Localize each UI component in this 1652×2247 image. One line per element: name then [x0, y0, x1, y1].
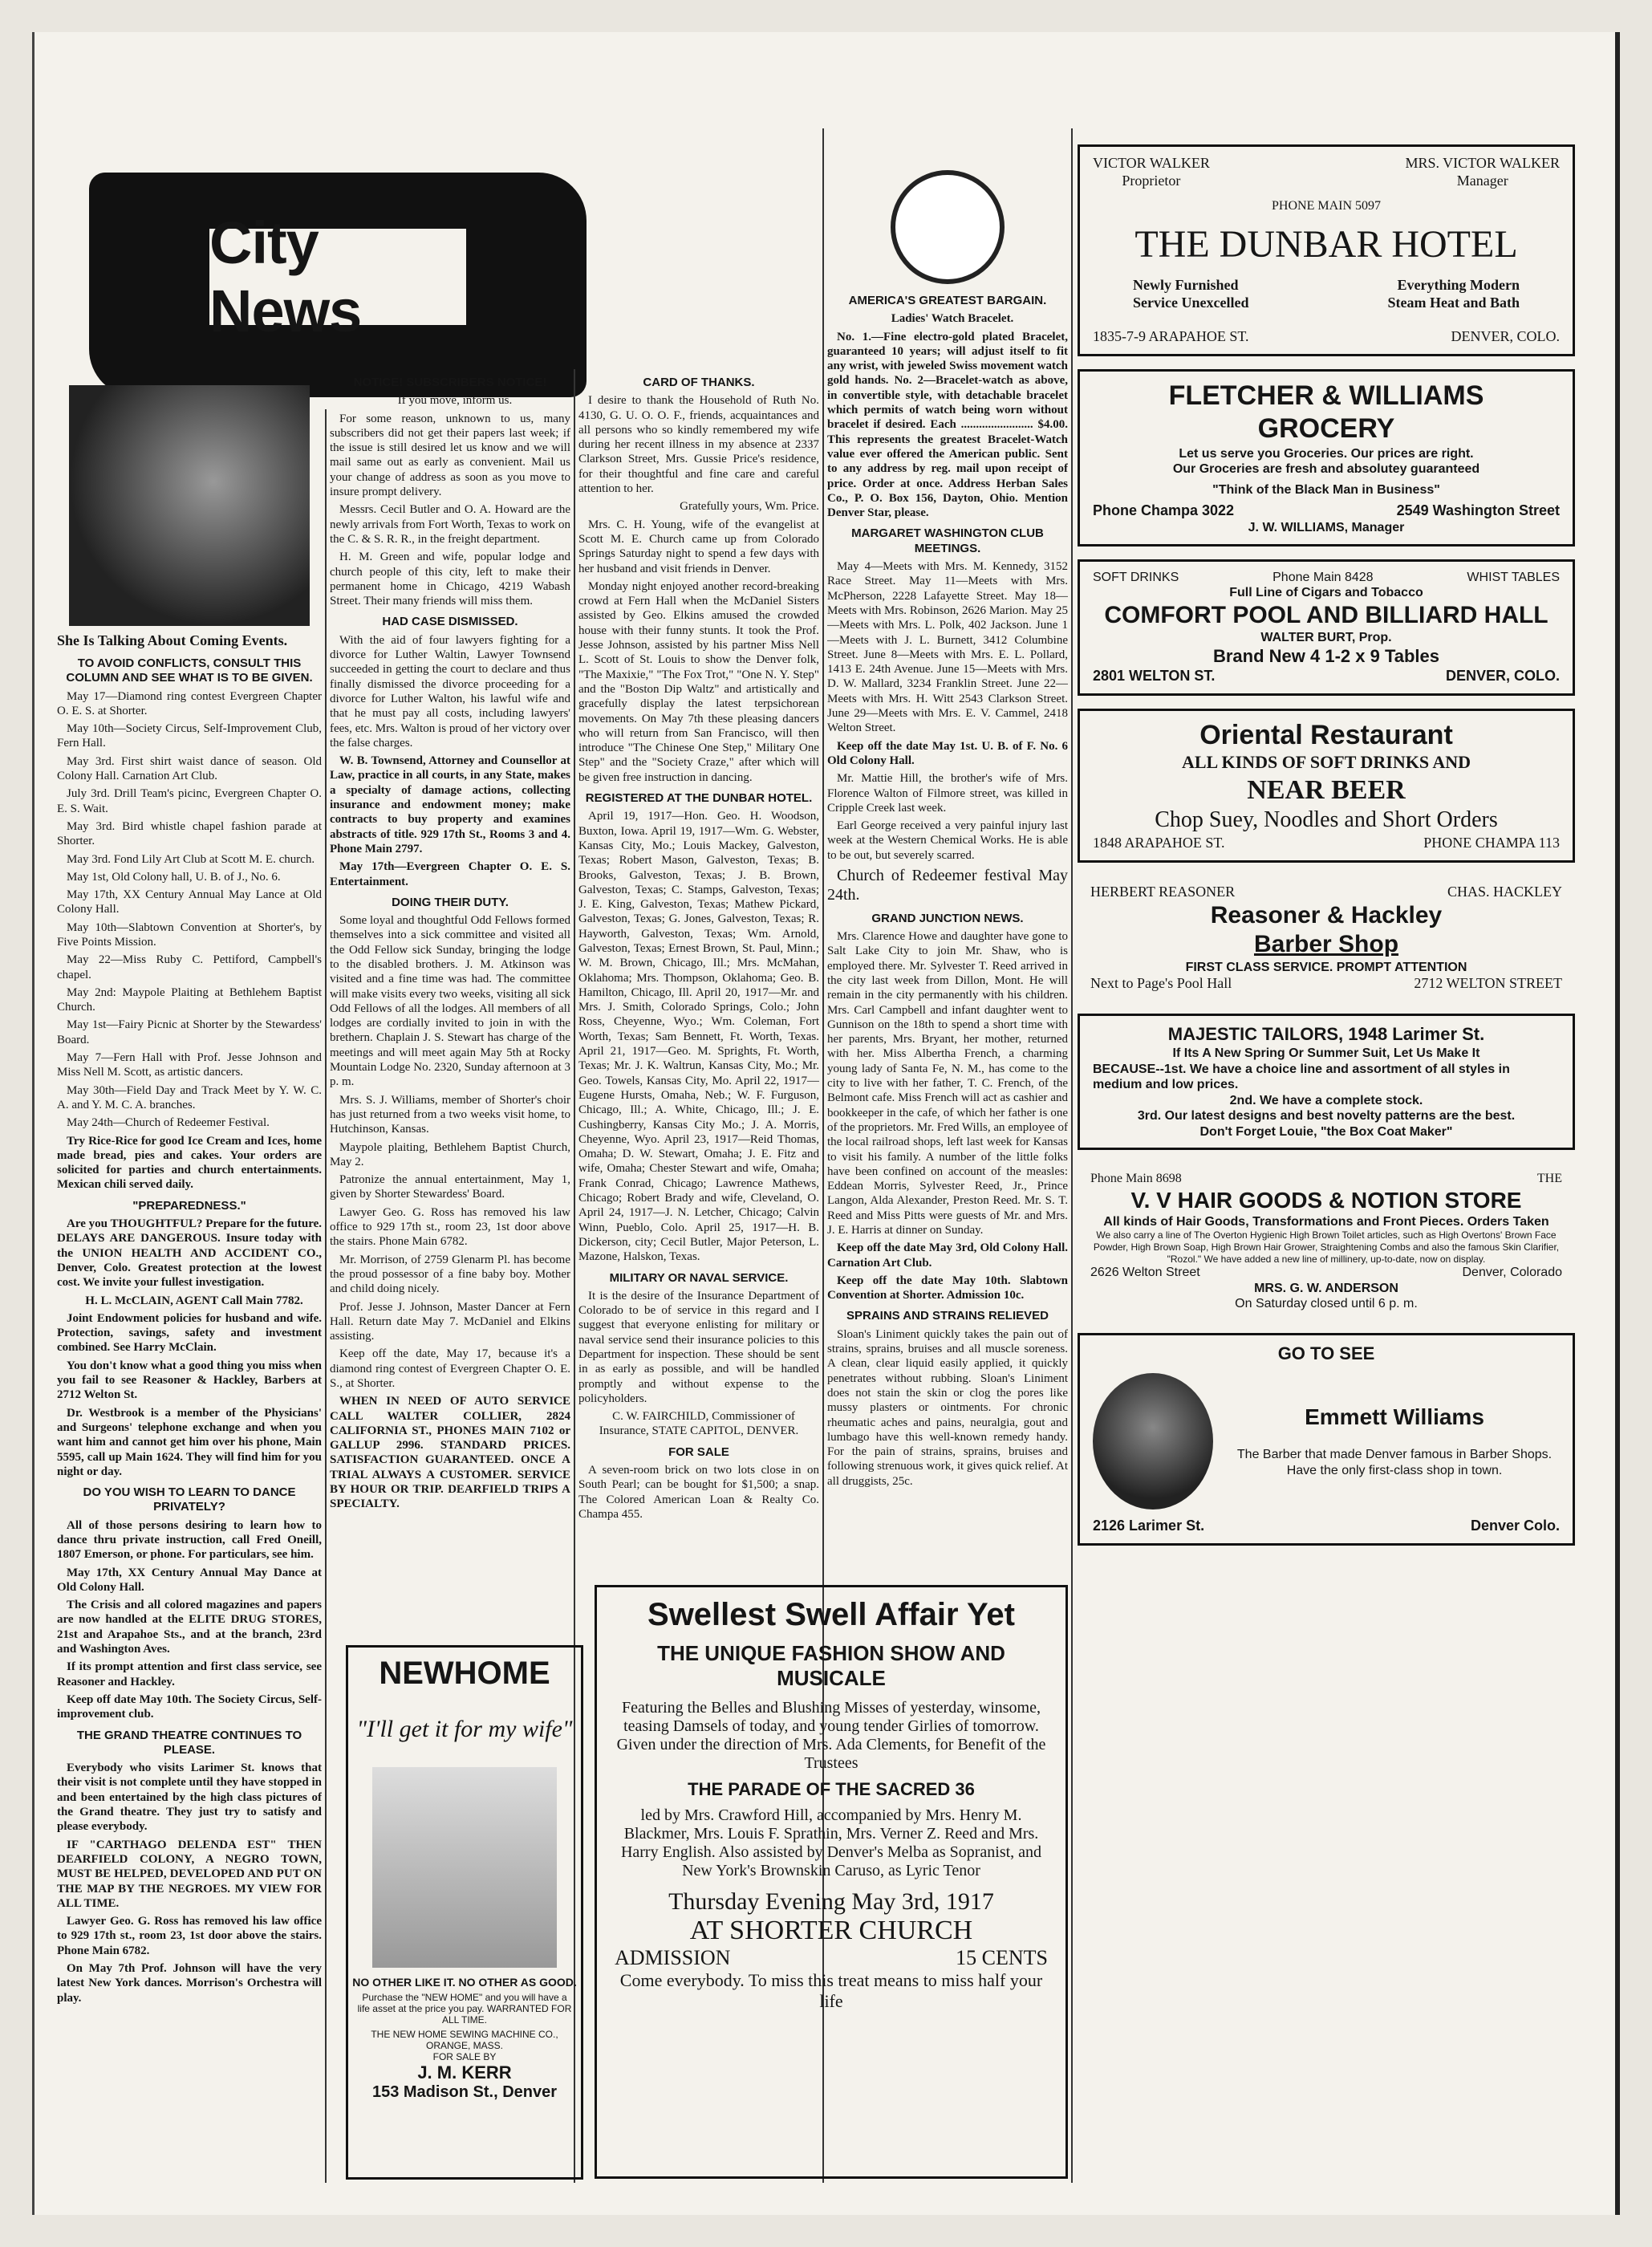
event-item: May 1st—Fairy Picnic at Shorter by the Stewardess' Board. [57, 1018, 322, 1046]
article-text: Earl George received a very painful injury last week at the Western Chemical Works. He is able to be out, but severely scarred. [827, 819, 1068, 862]
grocery-quote: "Think of the Black Man in Business" [1212, 482, 1440, 497]
hair-owner: MRS. G. W. ANDERSON [1254, 1281, 1398, 1295]
restaurant-address: 1848 ARAPAHOE ST. [1093, 834, 1225, 851]
newhome-maker: THE NEW HOME SEWING MACHINE CO., ORANGE, MASS. [371, 2029, 558, 2051]
hair-address: 2626 Welton Street [1090, 1266, 1200, 1280]
column-card-of-thanks [578, 369, 819, 1525]
article-text: Joint Endowment policies for husband and wife. Protection, savings, safety and investment combined. See Harry McClain. [57, 1311, 322, 1355]
grocery-line: Our Groceries are fresh and absolutey guaranteed [1172, 462, 1480, 477]
article-text: A seven-room brick on two lots close in on South Pearl; can be bought for $1,500; a snap. The Colored American Loan & Realty Co. Champa 455. [578, 1464, 819, 1521]
card-title: CARD OF THANKS. [643, 376, 755, 389]
proprietor-role: Proprietor [1122, 172, 1181, 189]
pool-top: SOFT DRINKS [1093, 570, 1179, 584]
ice-cream-ad: Try Rice-Rice for good Ice Cream and Ices, home made bread, pies and cakes. Your orders are solicited for parties and church entertainments. Mexican chili served daily. [57, 1134, 322, 1192]
event-item: May 10th—Society Circus, Self-Improvement Club, Fern Hall. [57, 722, 322, 750]
comfort-pool-ad [1078, 559, 1575, 696]
emmett-city: Denver Colo. [1470, 1517, 1560, 1534]
swell-title: Swellest Swell Affair Yet [647, 1597, 1015, 1632]
tailor-line: Don't Forget Louie, "the Box Coat Maker" [1199, 1124, 1453, 1139]
article-text: Keep off date May 10th. The Society Circus, Self-improvement club. [57, 1692, 322, 1721]
tailor-line: 3rd. Our latest designs and best novelty patterns are the best. [1137, 1109, 1516, 1124]
military-sign: C. W. FAIRCHILD, Commissioner of Insurance, STATE CAPITOL, DENVER. [599, 1410, 799, 1438]
swell-come: Come everybody. To miss this treat means to miss half your life [619, 1970, 1043, 2011]
grocery-name: FLETCHER & WILLIAMS [1168, 380, 1484, 411]
tailor-name: MAJESTIC TAILORS, 1948 Larimer St. [1167, 1024, 1485, 1045]
hotel-feature: Newly Furnished [1133, 276, 1239, 293]
article-text: The Crisis and all colored magazines and papers are now handled at the ELITE DRUG STORES, 21st and Arapahoe Sts., and at the branch, 23rd and Washington Aves. [57, 1599, 322, 1656]
article-text: Keep off the date May 1st. U. B. of F. No. 6 Old Colony Hall. [827, 739, 1068, 767]
case-title: HAD CASE DISMISSED. [382, 615, 518, 629]
newhome-address: 153 Madison St., Denver [371, 2083, 558, 2101]
article-text: Mrs. C. H. Young, wife of the evangelist at Scott M. E. Church came up from Colorado Springs Saturday night to spend a few days with her husband and visit friends in Denver. [578, 518, 819, 575]
tailor-line: 2nd. We have a complete stock. [1229, 1093, 1423, 1107]
collier-ad: WHEN IN NEED OF AUTO SERVICE CALL WALTER COLLIER, 2824 CALIFORNIA ST., PHONES MAIN 7102 or GALLUP 2996. STANDARD PRICES. SATISFACTION GUARANTEED. ONCE A TRIAL ALWAYS A CUSTOMER. SERVICE BY HOUR OR TRIP. DEARFIELD TRIPS A SPECIALTY. [330, 1395, 570, 1511]
swell-place: AT SHORTER CHURCH [689, 1916, 973, 1945]
event-item: May 3rd. Bird whistle chapel fashion parade at Shorter. [57, 819, 322, 848]
dance-lesson-title: DO YOU WISH TO LEARN TO DANCE PRIVATELY? [83, 1485, 296, 1514]
article-text: On May 7th Prof. Johnson will have the very latest New York dances. Morrison's Orchestra will play. [57, 1962, 322, 2005]
event-item: May 1st, Old Colony hall, U. B. of J., No. 6. [67, 870, 281, 884]
emmett-address: 2126 Larimer St. [1093, 1517, 1205, 1534]
military-title: MILITARY OR NAVAL SERVICE. [609, 1270, 789, 1285]
article-text: I desire to thank the Household of Ruth No. 4130, G. U. O. O. F., friends, acquaintances and all persons who so kindly remembered my wife during her recent illness in my absence at 2337 Clarkson Street, Mrs. Gussie Price's residence, for their thoughtful and fine care and careful attention to her. [578, 394, 819, 496]
article-text: April 19, 1917—Hon. Geo. H. Woodson, Buxton, Iowa. April 19, 1917—Wm. G. Webster, Kansas City, Mo.; Louis Mackey, Galveston, Texas; Robert Mason, Galveston, Texas; B. Brooks, Galveston, Texas; J. B. Brown, Galveston, Texas; C. Stamps, Galveston, Texas; J. E. King, Galveston, Texas; Mathew Pickard, Galveston, Texas; G. Jones, Galveston, Texas; R. Hayworth, Galveston, Texas; Wm. Arnold, Galveston, Texas; Ernest Brown, St. Paul, Minn.; W. M. Brown, Chicago, Ill.; Mrs. McMahan, Oklahoma; Mrs. Thompson, Oklahoma; Geo. B. Hamilton, Chicago, Ill. April 20, 1917—Mr. and Mrs. J. Smith, Colorado Springs, Colo.; John Ross, Cheyenne, Wyo.; Wm. Coleman, Fort Worth, Texas; Sam Bennett, Ft. Worth, Texas. April 21, 1917—Geo. M. Sprights, Ft. Worth, Texas; Mr. J. K. Waltrun, Kansas City, Mo.; Mr. Geo. Towels, Kansas City, Mo. April 22, 1917—Eugene Hursts, Omaha, Neb.; W. F. Furguson, Chicago, Ill.; A. White, Chicago, Ill.; J. E. Cushingberry, Kansas City Mo.; J. A. Morris, Cheyenne, Wyo. April 23, 1917—Reid Thomas, Omaha; D. W. Stewart, Omaha; J. E. Fitz and wife, Omaha; Chester Stewart and wife, Omaha; Frank Conrad, Chicago; Lawrence Mathews, Chicago; Robert Brady and wife, Cleveland, O. April 24, 1917—J. N. Letcher, Chicago; Calvin Winn, Pueblo, Colo. April 25, 1917—H. B. Dickerson, city; Cecil Butler, Major Peterson, L. Mazone, Halskon, Texas. [578, 810, 819, 1264]
watch-title: AMERICA'S GREATEST BARGAIN. [848, 294, 1047, 307]
watch-sub: Ladies' Watch Bracelet. [891, 312, 1014, 326]
article-text: May 4—Meets with Mrs. M. Kennedy, 3152 Race Street. May 11—Meets with Mrs. McPherson, 2228 Lafayette Street. May 18—Meets with Mrs. Robinson, 2626 Marion. May 25—Meets with Mrs. L. Polk, 402 Jackson. June 1—Meets with J. L. Burnett, 3412 Columbine Street. June 8—Meets with Mrs. E. L. Pollard, 1413 E. 24th Avenue. June 15—Meets with Mrs. D. W. Mallard, 3234 Franklin Street. June 22—Meets with Mrs. H. Witt 2543 Clarkson Street. June 29—Meets with Mrs. E. V. Cammel, 2418 Welton Street. [827, 560, 1068, 735]
emmett-name: Emmett Williams [1305, 1404, 1484, 1429]
agent-line: H. L. McCLAIN, AGENT Call Main 7782. [85, 1294, 303, 1307]
article-text: Keep off the date, May 17, because it's a diamond ring contest of Evergreen Chapter O. E. S., at Shorter. [330, 1347, 570, 1390]
hair-the: THE [1536, 1172, 1562, 1186]
watch-illustration [891, 170, 1005, 284]
article-text: Keep off the date May 10th. Slabtown Convention at Shorter. Admission 10c. [827, 1274, 1068, 1302]
restaurant-line: NEAR BEER [1247, 775, 1406, 805]
swell-affair-ad [595, 1585, 1068, 2179]
grocery-manager: J. W. WILLIAMS, Manager [1248, 521, 1405, 535]
newhome-desc: Purchase the "NEW HOME" and you will have a life asset at the price you pay. WARRANTED FOR ALL TIME. [357, 1992, 572, 2026]
townsend-ad: W. B. Townsend, Attorney and Counsellor at Law, practice in all courts, in any State, makes a specialty of damage actions, collecting insurance and endowment money; make contracts to buy property and examines abstracts of title. 929 17th St., Rooms 3 and 4. Phone Main 2797. [330, 754, 570, 855]
swell-admission: ADMISSION [615, 1946, 731, 1969]
duty-title: DOING THEIR DUTY. [392, 895, 509, 909]
event-item: May 2nd: Maypole Plaiting at Bethlehem Baptist Church. [57, 985, 322, 1014]
pool-prop: WALTER BURT, Prop. [1260, 631, 1392, 645]
fletcher-williams-ad [1078, 369, 1575, 547]
column-watch-club [827, 160, 1068, 1525]
newspaper-page [32, 32, 1620, 2215]
hair-name: V. V HAIR GOODS & NOTION STORE [1130, 1187, 1522, 1213]
pool-top: WHIST TABLES [1467, 570, 1560, 584]
dearfield-notice: IF "CARTHAGO DELENDA EST" THEN DEARFIELD COLONY, A NEGRO TOWN, MUST BE HELPED, DEVELOPED AND PUT ON THE MAP BY THE NEGROES. MY VIEW FOR ALL TIME. [57, 1838, 322, 1910]
emmett-williams-ad [1078, 1333, 1575, 1546]
emmett-desc: The Barber that made Denver famous in Barber Shops. Have the only first-class shop in town. [1236, 1448, 1553, 1477]
pool-name: COMFORT POOL AND BILLIARD HALL [1104, 601, 1548, 628]
article-text: Keep off the date May 3rd, Old Colony Hall. Carnation Art Club. [827, 1241, 1068, 1270]
swell-led: led by Mrs. Crawford Hill, accompanied by Mrs. Henry M. Blackmer, Mrs. Louis F. Sprathin, Mrs. Verner Z. Reed and Mrs. Harry English. Also assisted by Denver's Melba as Sopranist, and New York's Brownskin Caruso, as Lyric Tenor [620, 1806, 1042, 1879]
event-item: May 10th—Slabtown Convention at Shorter's, by Five Points Mission. [57, 920, 322, 949]
event-item: May 24th—Church of Redeemer Festival. [67, 1116, 270, 1130]
tailor-line: If Its A New Spring Or Summer Suit, Let Us Make It [1172, 1046, 1480, 1061]
hotel-phone: PHONE MAIN 5097 [1272, 198, 1381, 213]
article-text: May 17th—Evergreen Chapter O. E. S. Entertainment. [330, 860, 570, 888]
pool-phone: Phone Main 8428 [1272, 570, 1374, 584]
pool-city: DENVER, COLO. [1445, 667, 1560, 684]
article-text: Mr. Morrison, of 2759 Glenarm Pl. has become the proud possessor of a fine baby boy. Mother and child doing nicely. [330, 1253, 570, 1296]
proprietor-name: VICTOR WALKER [1093, 155, 1210, 171]
barber-location: Next to Page's Pool Hall [1090, 975, 1232, 992]
newhome-title: NEWHOME [379, 1656, 550, 1691]
swell-sub: THE UNIQUE FASHION SHOW AND MUSICALE [657, 1641, 1005, 1690]
restaurant-line: Chop Suey, Noodles and Short Orders [1155, 807, 1498, 833]
hotel-feature: Steam Heat and Bath [1387, 294, 1520, 311]
newhome-ad [346, 1645, 583, 2180]
event-item: May 22—Miss Ruby C. Pettiford, Campbell's chapel. [57, 953, 322, 981]
pool-address: 2801 WELTON ST. [1093, 667, 1216, 684]
newhome-dealer: J. M. KERR [417, 2062, 512, 2082]
grand-theatre-title: THE GRAND THEATRE CONTINUES TO PLEASE. [76, 1728, 302, 1757]
article-text: Mrs. S. J. Williams, member of Shorter's choir has just returned from a two weeks visit home, to Hutchinson, Kansas. [330, 1093, 570, 1136]
hotel-feature: Everything Modern [1397, 276, 1520, 293]
watch-ad-text: No. 1.—Fine electro-gold plated Bracelet, guaranteed 10 years; will adjust itself to fit any wrist, with jeweled Swiss movement watch gold hands. No. 2—Bracelet-watch as above, in convertible style, with detachable bracelet which permits of watch being worn without bracelet if desired. Each ........................ $4.00. This represents the greatest Bracelet-Watch value ever offered the American public. Sent to any address by reg. mail upon receipt of price. Order at once. Address Herban Sales Co., P. O. Box 156, Dayton, Ohio. Mention Denver Star, please. [827, 330, 1068, 520]
restaurant-line: ALL KINDS OF SOFT DRINKS AND [1181, 752, 1471, 773]
grocery-address: 2549 Washington Street [1396, 502, 1560, 519]
newhome-sale: FOR SALE BY [432, 2051, 497, 2062]
hair-phone: Phone Main 8698 [1090, 1172, 1182, 1186]
article-text: Lawyer Geo. G. Ross has removed his law office to 929 17th st., room 23, 1st door above the stairs. Phone Main 6782. [330, 1205, 570, 1249]
manager-name: MRS. VICTOR WALKER [1405, 155, 1560, 171]
article-text: Some loyal and thoughtful Odd Fellows formed themselves into a sick committee and visited all the Odd Fellow sick Sunday, bringing the lodge to the disabled brothers. J. M. Atkinson was visited and a fine time was had. The committee will make visits every two weeks, visiting all sick Odd Fellows of all the lodges. All members of all lodges are cordially invited to join in with the brethern. Chaplain J. S. Stewart has charge of the meetings and will meet again May 5th at Rocky Mountain Lodge No. 2320, Sunday afternoon at 3 p. m. [330, 914, 570, 1089]
barber-service: FIRST CLASS SERVICE. PROMPT ATTENTION [1185, 960, 1467, 974]
article-text: If its prompt attention and first class service, see Reasoner and Hackley. [57, 1660, 322, 1688]
event-item: July 3rd. Drill Team's picinc, Evergreen Chapter O. E. S. Wait. [57, 787, 322, 815]
article-text: It is the desire of the Insurance Department of Colorado to be of service in this regard and I suggest that everyone enlisting for military or naval service send their insurance policies to this Department for inspection. These should be sent in as early as possible, and will be handled promptly and without expense to the policyholders. [578, 1289, 819, 1405]
dunbar-hotel-ad [1078, 144, 1575, 356]
masthead-ornament [89, 173, 587, 397]
pool-brand: Brand New 4 1-2 x 9 Tables [1212, 645, 1440, 666]
notice-title: NOTICE! SUBSCRIBERS NOTICE! [353, 376, 547, 389]
sewing-machine-illustration [372, 1767, 557, 1968]
hair-hours: On Saturday closed until 6 p. m. [1235, 1297, 1418, 1311]
events-heading: She Is Talking About Coming Events. [57, 632, 288, 648]
events-intro: TO AVOID CONFLICTS, CONSULT THIS COLUMN AND SEE WHAT IS TO BE GIVEN. [66, 656, 313, 685]
newhome-slogan: "I'll get it for my wife" [356, 1716, 573, 1742]
article-text: Lawyer Geo. G. Ross has removed his law office to 929 17th st., room 23, 1st door above the stairs. Phone Main 6782. [57, 1915, 322, 1957]
article-text: For some reason, unknown to us, many subscribers did not get their papers last week; if the issue is still desired let us know and we will mail same out as early as convenient. Mail us your change of address as soon as you move to insure prompt delivery. [330, 412, 570, 499]
article-text: Monday night enjoyed another record-breaking crowd at Fern Hall when the McDaniel Sisters assisted by Geo. Elkins amused the crowded house with their funny stunts. It took the Prof. Jesse Johnson, assisted by his partner Miss Nell L. Scott of St. Louis to show the Denver folk, "The Maxixie," "The Fox Trot," "One N. Y. Step" and the "Boston Dip Waltz" and artistically and gracefully display the latest terpsichorean movements. On May 7th these pleasing dancers who will return from San Francisco, will then introduce "The Chinese One Step," Military One Step" and the "Society Craze," after which will be given free instruction in dancing. [578, 579, 819, 784]
hotel-address: 1835-7-9 ARAPAHOE ST. [1093, 327, 1249, 344]
article-text: Maypole plaiting, Bethlehem Baptist Church, May 2. [330, 1140, 570, 1168]
column-events [57, 377, 322, 2183]
event-item: May 30th—Field Day and Track Meet by Y. W. C. A. and Y. M. C. A. branches. [57, 1083, 322, 1111]
barber-name: Reasoner & Hackley [1210, 901, 1443, 928]
woman-photo [69, 385, 310, 626]
grand-junction-title: GRAND JUNCTION NEWS. [871, 911, 1024, 925]
tailor-line: BECAUSE--1st. We have a choice line and assortment of all styles in medium and low prices. [1093, 1062, 1510, 1092]
card-sign: Gratefully yours, Wm. Price. [680, 500, 819, 514]
masthead-title: City News [209, 229, 466, 325]
emmett-go: GO TO SEE [1277, 1343, 1375, 1363]
hair-line: All kinds of Hair Goods, Transformations and Front Pieces. Orders Taken [1103, 1214, 1549, 1229]
oriental-restaurant-ad [1078, 709, 1575, 863]
article-text: Patronize the annual entertainment, May 1, given by Shorter Stewardess' Board. [330, 1173, 570, 1201]
column-rule [325, 409, 327, 2183]
event-item: May 7—Fern Hall with Prof. Jesse Johnson and Miss Nell M. Scott, as artistic dancers. [57, 1051, 322, 1079]
article-text: Mrs. Clarence Howe and daughter have gone to Salt Lake City to join Mr. Shaw, who is employed there. Mr. Sylvester T. Reed arrived in the city last week from Dillon, Mont. He will remain in the city permanently with his children. Mrs. Carl Campbell and infant daughter went to Gunnison on the 18th to spend a short time with her parents, Mrs. Bryant, her mother, returned with her. Miss Albertha French, a charming young lady of Santa Fe, N. M., has come to the city to live with her father, T. C. French, of the Belmont cafe. Miss French will act as cashier and bookkeeper in the cafe, of which her father is one of the proprietors. Mr. Fred Wills, an employee of the local railroad shops, left last week for Kansas to visit his family. A number of the little folks have been confined on account of the measles: Eddean Morris, Sylvester Reed, Jr., Prince Langon, Alda Alexander, Preston Reed. Mr. S. T. Reed and Miss Pitts were guests of Mr. and Mrs. J. E. Harris at dinner on Sunday. [827, 930, 1068, 1237]
article-text: Sloan's Liniment quickly takes the pain out of strains, sprains, bruises and all muscle soreness. A clean, clear liquid easily applied, it quickly penetrates without rubbing. Sloan's Liniment does not stain the skin or clog the pores like mussy plasters or ointments. For chronic rheumatic aches and pains, neuralgia, gout and lumbago have this well-known remedy handy. For the pain of strains, sprains, bruises and following strenuous work, it gives quick relief. At all druggists, 25c. [827, 1327, 1068, 1488]
article-text: Mr. Mattie Hill, the brother's wife of Mrs. Florence Walton of Filmore street, was killed in Cripple Creek last week. [827, 772, 1068, 815]
swell-desc: Featuring the Belles and Blushing Misses of yesterday, winsome, teasing Damsels of today, and young tender Girlies of tomorrow. Given under the direction of Mrs. Ada Clements, for Benefit of the Trustees [616, 1699, 1046, 1772]
preparedness-title: "PREPAREDNESS." [132, 1198, 246, 1213]
swell-parade: THE PARADE OF THE SACRED 36 [688, 1779, 975, 1799]
majestic-tailors-ad [1078, 1014, 1575, 1150]
event-item: May 17th, XX Century Annual May Lance at Old Colony Hall. [57, 888, 322, 916]
grocery-line: Let us serve you Groceries. Our prices are right. [1179, 446, 1474, 461]
article-text: All of those persons desiring to learn how to dance thru private instruction, call Fred Oneill, 1807 Emerson, or phone. For particulars, see him. [57, 1518, 322, 1562]
article-text: Prof. Jesse J. Johnson, Master Dancer at Fern Hall. Return date May 7. McDaniel and Elkins assisting. [330, 1300, 570, 1343]
sprains-title: SPRAINS AND STRAINS RELIEVED [846, 1309, 1049, 1323]
hotel-name: THE DUNBAR HOTEL [1134, 223, 1518, 266]
column-rule [1071, 128, 1073, 2183]
hair-city: Denver, Colorado [1462, 1266, 1562, 1280]
article-text: With the aid of four lawyers fighting for a divorce for Luther Waltin, Lawyer Townsend succeeded in getting the court to declare and thus finally dismissed the divorce proceeding for a divorce for Luther Walton, his lawful wife and that he must pay all costs, including lawyers' fees, etc. Mrs. Walton is proud of her victory over the false charges. [330, 633, 570, 750]
article-text: You don't know what a good thing you miss when you fail to see Reasoner & Hackley, Barbers at 2712 Welton St. [57, 1359, 322, 1402]
hotel-feature: Service Unexcelled [1133, 294, 1249, 311]
barber-ad [1078, 876, 1575, 1002]
article-text: Church of Redeemer festival May 24th. [827, 866, 1068, 904]
hair-goods-ad [1078, 1163, 1575, 1320]
barber-shop: Barber Shop [1253, 931, 1399, 958]
club-title: MARGARET WASHINGTON CLUB MEETINGS. [851, 526, 1044, 555]
column-ads [1078, 144, 1575, 2183]
manager-role: Manager [1456, 172, 1508, 189]
article-text: H. M. Green and wife, popular lodge and church people of this city, left to make their permanent home in Chicago, 4219 Wabash Street. Their many friends will miss them. [330, 551, 570, 608]
swell-price: 15 CENTS [956, 1946, 1048, 1969]
barber-address: 2712 WELTON STREET [1414, 975, 1562, 992]
hotel-city: DENVER, COLO. [1451, 327, 1560, 344]
barber-partner: HERBERT REASONER [1090, 883, 1236, 900]
preparedness-text: Are you THOUGHTFUL? Prepare for the future. DELAYS ARE DANGEROUS. Insure today with the UNION HEALTH AND ACCIDENT CO., Denver, Colo. Greatest protection at the lowest cost. We invite your fullest investigation. [57, 1217, 322, 1290]
restaurant-name: Oriental Restaurant [1199, 719, 1453, 750]
event-item: May 3rd. Fond Lily Art Club at Scott M. E. church. [67, 852, 315, 866]
grocery-sub: GROCERY [1257, 413, 1395, 445]
event-item: May 17—Diamond ring contest Evergreen Chapter O. E. S. at Shorter. [57, 689, 322, 717]
grocery-phone: Phone Champa 3022 [1093, 502, 1235, 519]
swell-date: Thursday Evening May 3rd, 1917 [668, 1888, 994, 1915]
article-text: May 17th, XX Century Annual May Dance at Old Colony Hall. [57, 1566, 322, 1594]
article-text: Dr. Westbrook is a member of the Physicians' and Surgeons' telephone exchange and when you want him and cannot get him over his phone, Main 5595, call up Main 1624. They will find him for you night or day. [57, 1406, 322, 1478]
for-sale-title: FOR SALE [668, 1444, 729, 1459]
restaurant-phone: PHONE CHAMPA 113 [1423, 834, 1560, 851]
barber-partner: CHAS. HACKLEY [1447, 883, 1562, 900]
dunbar-register-title: REGISTERED AT THE DUNBAR HOTEL. [585, 791, 813, 806]
emmett-portrait [1093, 1373, 1213, 1510]
event-item: May 3rd. First shirt waist dance of season. Old Colony Hall. Carnation Art Club. [57, 754, 322, 783]
hair-line: We also carry a line of The Overton Hygienic High Brown Toilet articles, such as High Overtons' Brown Face Powder, High Brown Soap, High Brown Hair Grower, Straightening Combs and also the famous Skin Clarifier, "Rozol." We have added a new line of millinery, up-to-date, now on display. [1093, 1229, 1560, 1265]
newhome-tag: NO OTHER LIKE IT. NO OTHER AS GOOD. [352, 1976, 577, 1989]
article-text: Messrs. Cecil Butler and O. A. Howard are the newly arrivals from Fort Worth, Texas to work on the C. & S. R. R., in the freight department. [330, 503, 570, 546]
pool-line: Full Line of Cigars and Tobacco [1229, 586, 1423, 600]
notice-sub: If you move, inform us. [397, 394, 513, 408]
article-text: Everybody who visits Larimer St. knows that their visit is not complete until they have stopped in and been entertained by the high class pictures of the Grand theatre. They just try to satisfy and please everybody. [57, 1761, 322, 1834]
column-notices [330, 369, 570, 1597]
